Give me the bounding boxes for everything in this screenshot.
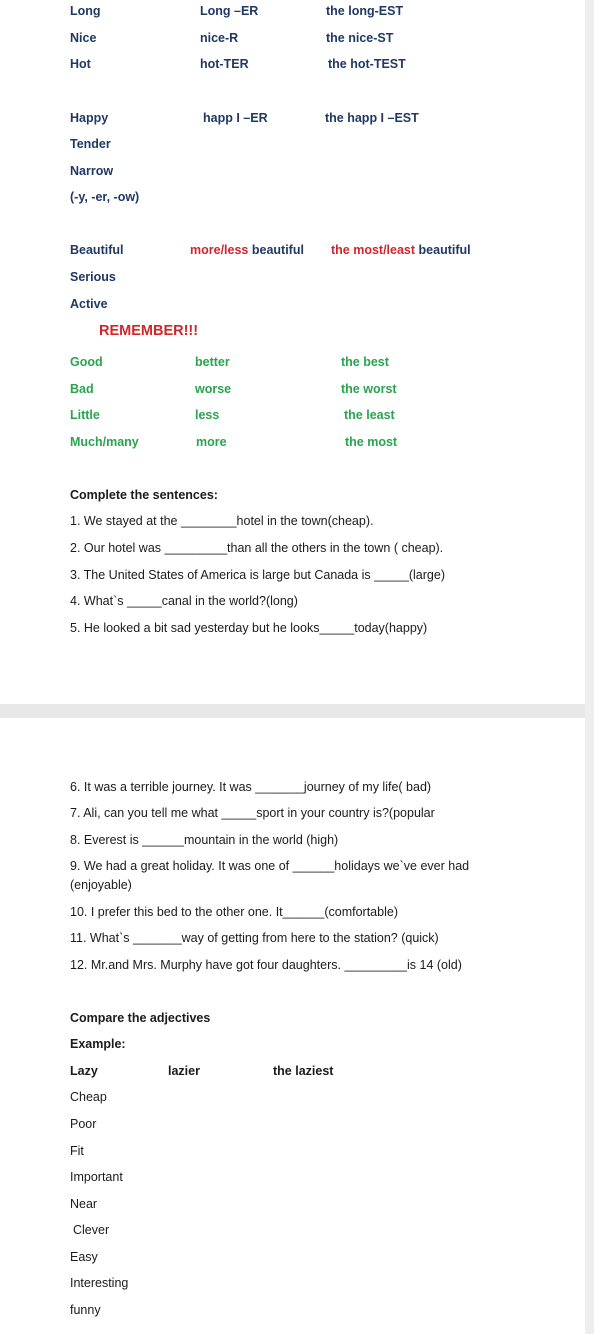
exercise-item-5: 5. He looked a bit sad yesterday but he looks_____today(happy) [70, 621, 428, 635]
exercise-item-3: 3. The United States of America is large but Canada is _____(large) [70, 568, 445, 582]
table2-sup-happy: the happ I –EST [325, 111, 419, 125]
remember-sup-much: the most [345, 435, 398, 449]
adjective-poor: Poor [70, 1117, 97, 1131]
adjective-funny: funny [70, 1303, 101, 1317]
table2-base-happy: Happy [70, 111, 109, 125]
table3-base-active: Active [70, 297, 108, 311]
adjective-easy: Easy [70, 1250, 98, 1264]
compare-heading: Compare the adjectives [70, 1011, 211, 1025]
adjective-near: Near [70, 1197, 98, 1211]
exercise-item-6: 6. It was a terrible journey. It was _______journey of my life( bad) [70, 780, 432, 794]
table2-rule: (-y, -er, -ow) [70, 190, 140, 204]
remember-base-bad: Bad [70, 382, 94, 396]
adjective-interesting: Interesting [70, 1276, 129, 1290]
table1-sup-hot: the hot-TEST [328, 57, 406, 71]
table2-base-tender: Tender [70, 137, 111, 151]
table1-base-hot: Hot [70, 57, 91, 71]
remember-comp-little: less [195, 408, 220, 422]
exercise-item-11: 11. What`s _______way of getting from here to the station? (quick) [70, 931, 439, 945]
table1-comp-long: Long –ER [200, 4, 259, 18]
worksheet-page-2 [0, 718, 585, 1334]
exercise-item-1: 1. We stayed at the ________hotel in the town(cheap). [70, 514, 374, 528]
exercise-heading: Complete the sentences: [70, 488, 218, 502]
remember-sup-bad: the worst [341, 382, 397, 396]
table3-base-beautiful: Beautiful [70, 243, 124, 257]
exercise-item-9-cont: (enjoyable) [70, 878, 132, 892]
table1-base-long: Long [70, 4, 101, 18]
table1-sup-long: the long-EST [326, 4, 404, 18]
remember-base-good: Good [70, 355, 103, 369]
remember-comp-much: more [196, 435, 227, 449]
example-label: Example: [70, 1037, 126, 1051]
table2-base-narrow: Narrow [70, 164, 114, 178]
scrollbar-track[interactable] [585, 0, 594, 1334]
table3-sup-beautiful [331, 242, 471, 258]
table1-comp-hot: hot-TER [200, 57, 249, 71]
comp-word: beautiful [251, 243, 304, 257]
remember-title: REMEMBER!!! [99, 323, 199, 339]
adjective-important: Important [70, 1170, 123, 1184]
adjective-cheap: Cheap [70, 1090, 107, 1104]
table2-comp-happy: happ I –ER [203, 111, 268, 125]
exercise-item-9: 9. We had a great holiday. It was one of ______holidays we`ve ever had [70, 859, 470, 873]
page-separator [0, 704, 594, 718]
table1-base-nice: Nice [70, 31, 97, 45]
table1-sup-nice: the nice-ST [326, 31, 394, 45]
remember-comp-bad: worse [195, 382, 232, 396]
remember-sup-little: the least [344, 408, 395, 422]
adjective-clever: Clever [73, 1223, 110, 1237]
exercise-item-10: 10. I prefer this bed to the other one. It______(comfortable) [70, 905, 398, 919]
most-least-label: the most/least [331, 243, 416, 257]
adjective-fit: Fit [70, 1144, 84, 1158]
exercise-item-8: 8. Everest is ______mountain in the world (high) [70, 833, 339, 847]
example-base: Lazy [70, 1064, 98, 1078]
sup-word: beautiful [418, 243, 471, 257]
remember-comp-good: better [195, 355, 230, 369]
more-less-label: more/less [190, 243, 249, 257]
exercise-item-7: 7. Ali, can you tell me what _____sport in your country is?(popular [70, 806, 435, 820]
exercise-item-4: 4. What`s _____canal in the world?(long) [70, 594, 298, 608]
table1-comp-nice: nice-R [200, 31, 239, 45]
exercise-item-12: 12. Mr.and Mrs. Murphy have got four daughters. _________is 14 (old) [70, 958, 462, 972]
exercise-item-2: 2. Our hotel was _________than all the others in the town ( cheap). [70, 541, 444, 555]
remember-base-much: Much/many [70, 435, 139, 449]
remember-base-little: Little [70, 408, 100, 422]
example-comparative: lazier [168, 1064, 200, 1078]
remember-sup-good: the best [341, 355, 389, 369]
table3-comp-beautiful [190, 242, 304, 258]
table3-base-serious: Serious [70, 270, 116, 284]
example-superlative: the laziest [273, 1064, 334, 1078]
